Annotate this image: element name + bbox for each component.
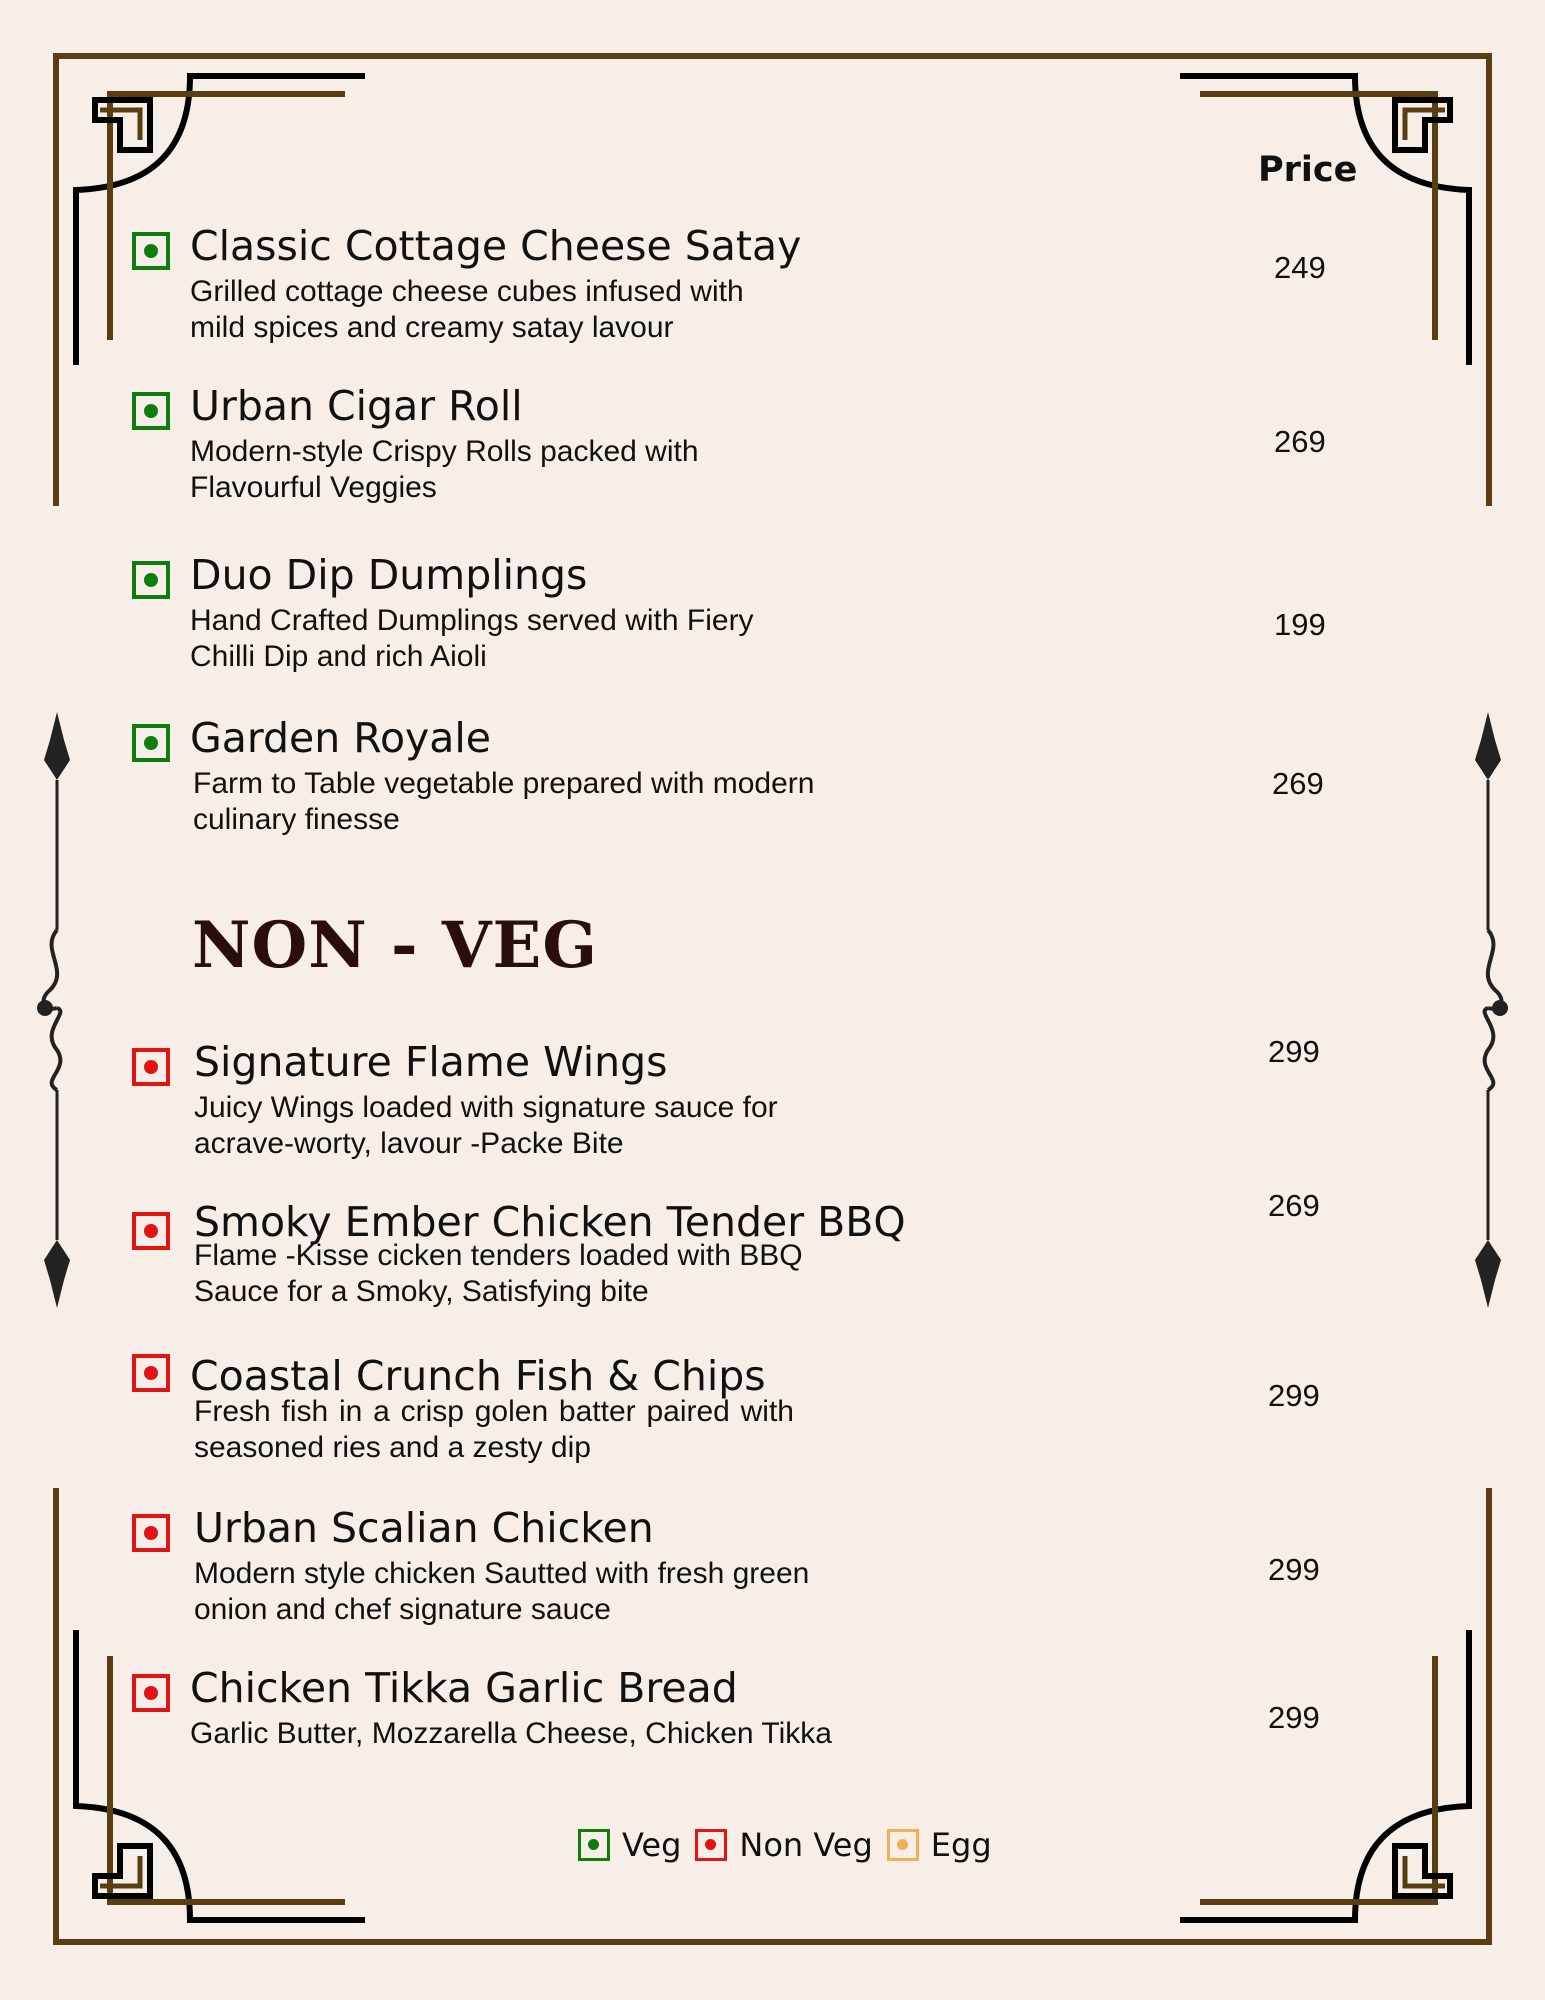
item-description: Modern-style Crispy Rolls packed with Flavourful Veggies (190, 435, 699, 504)
menu-item-nonveg (132, 1034, 1332, 1208)
item-description: Grilled cottage cheese cubes infused with mild spices and creamy satay lavour (190, 275, 744, 344)
nonveg-icon (132, 1514, 170, 1552)
item-description: Farm to Table vegetable prepared with modern culinary finesse (193, 767, 815, 836)
menu-item-nonveg (132, 1504, 1332, 1674)
item-price: 299 (1268, 1700, 1320, 1735)
item-description: Flame -Kisse cicken tenders loaded with BBQ Sauce for a Smoky, Satisfying bite (194, 1239, 803, 1308)
menu-item-veg (132, 714, 1332, 884)
item-description: Garlic Butter, Mozzarella Cheese, Chicken Tikka (190, 1717, 832, 1750)
side-ornament-left (37, 712, 70, 1308)
menu-item-nonveg (132, 1354, 1332, 1514)
veg-icon (578, 1829, 610, 1861)
item-description: Juicy Wings loaded with signature sauce for acrave-worty, lavour -Packe Bite (194, 1091, 778, 1160)
menu-item-veg (132, 222, 1332, 392)
item-description: Modern style chicken Sautted with fresh green onion and chef signature sauce (194, 1557, 810, 1626)
item-price: 299 (1268, 1034, 1320, 1069)
nonveg-icon (132, 1212, 170, 1250)
egg-icon (887, 1829, 919, 1861)
price-column-header: Price (1258, 150, 1358, 190)
veg-icon (132, 561, 170, 599)
item-name: Duo Dip Dumplings (190, 551, 588, 599)
menu-item-nonveg (132, 1188, 1332, 1372)
item-price: 269 (1272, 766, 1324, 801)
nonveg-icon (132, 1674, 170, 1712)
item-name: Classic Cottage Cheese Satay (190, 222, 802, 270)
item-name: Urban Cigar Roll (190, 382, 523, 430)
item-description: Hand Crafted Dumplings served with Fiery Chilli Dip and rich Aioli (190, 604, 754, 673)
item-name: Smoky Ember Chicken Tender BBQ (194, 1198, 906, 1246)
veg-icon (132, 392, 170, 430)
item-price: 199 (1274, 607, 1326, 642)
item-name: Signature Flame Wings (194, 1038, 668, 1086)
diet-legend (578, 1826, 1006, 1864)
item-name: Chicken Tikka Garlic Bread (190, 1664, 738, 1712)
item-price: 269 (1268, 1188, 1320, 1223)
item-name: Garden Royale (190, 714, 492, 762)
item-price: 299 (1268, 1552, 1320, 1587)
item-price: 269 (1274, 424, 1326, 459)
item-description: Fresh fish in a crisp golen batter paired with seasoned ries and a zesty dip (194, 1395, 794, 1464)
legend-veg-label: Veg (622, 1826, 682, 1864)
nonveg-icon (132, 1048, 170, 1086)
section-title-nonveg: NON - VEG (192, 908, 598, 983)
veg-icon (132, 232, 170, 270)
menu-item-veg (132, 551, 1332, 721)
side-ornament-right (1475, 712, 1508, 1308)
legend-egg-label: Egg (930, 1826, 992, 1864)
menu-item-veg (132, 382, 1332, 552)
legend-nonveg-label: Non Veg (739, 1826, 873, 1864)
veg-icon (132, 724, 170, 762)
nonveg-icon (132, 1354, 170, 1392)
menu-item-nonveg (132, 1664, 1332, 1834)
item-name: Urban Scalian Chicken (194, 1504, 654, 1552)
item-price: 249 (1274, 250, 1326, 285)
item-price: 299 (1268, 1378, 1320, 1413)
nonveg-icon (695, 1829, 727, 1861)
item-name: Coastal Crunch Fish & Chips (190, 1352, 766, 1400)
